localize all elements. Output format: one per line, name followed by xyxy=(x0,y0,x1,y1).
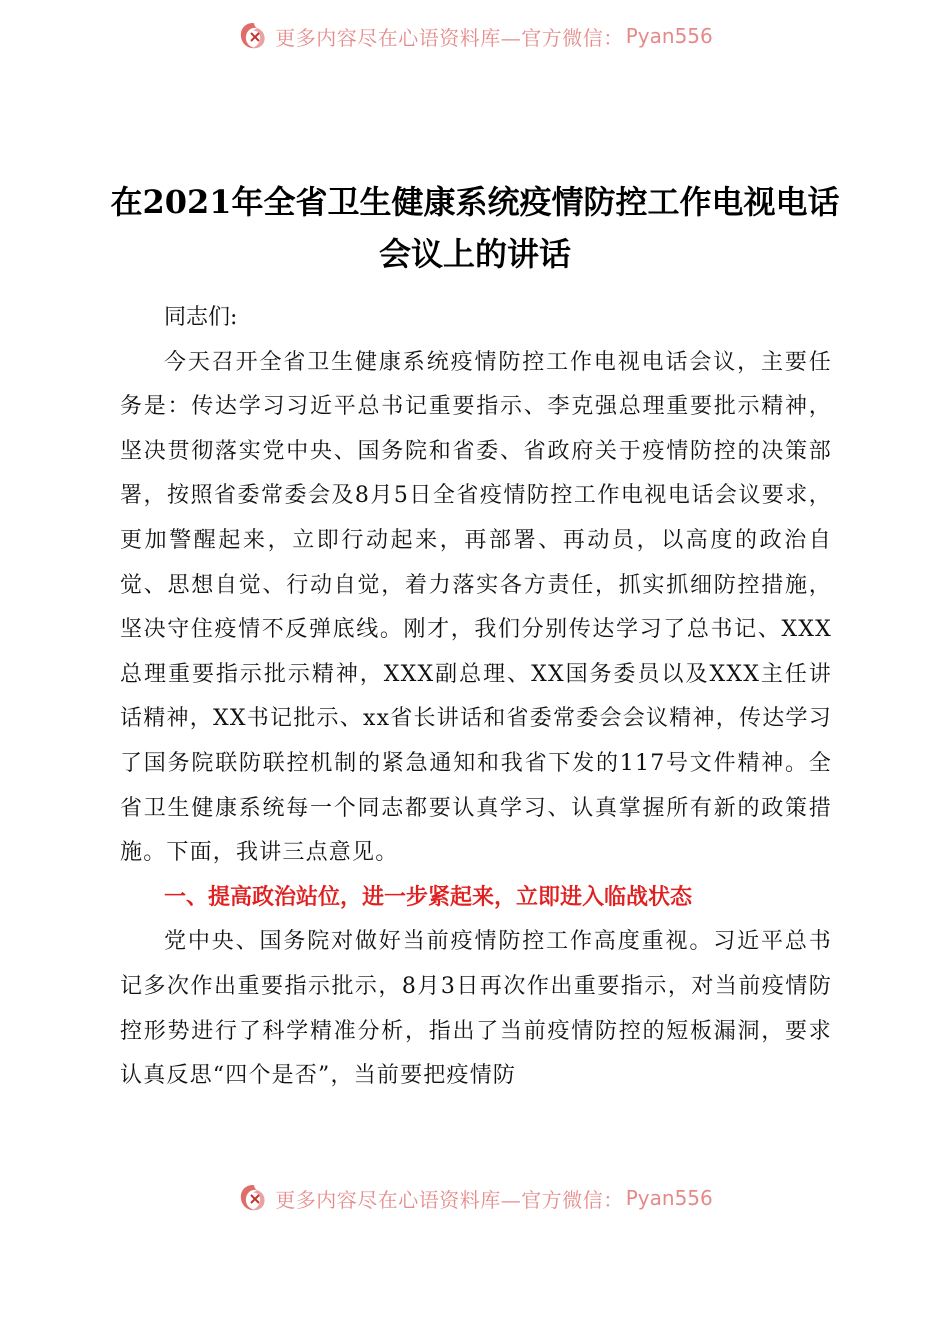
red-swirl-logo-icon xyxy=(237,1182,269,1214)
watermark-text: 更多内容尽在心语资料库—官方微信： xyxy=(275,1187,624,1212)
red-swirl-logo-icon xyxy=(237,20,269,52)
watermark-wechat-id: Pyan556 xyxy=(625,24,713,48)
salutation: 同志们: xyxy=(164,305,238,330)
watermark-banner-bottom xyxy=(0,1178,950,1218)
watermark-text: 更多内容尽在心语资料库—官方微信： xyxy=(275,25,624,50)
section-heading-1: 一、提高政治站位，进一步紧起来，立即进入临战状态 xyxy=(164,884,693,910)
paragraph-intro: 今天召开全省卫生健康系统疫情防控工作电视电话会议，主要任务是：传达学习习近平总书记重要指示、李克强总理重要批示精神，坚决贯彻落实党中央、国务院和省委、省政府关于疫情防控的决策部署，按照省委常委会及8月5日全省疫情防控工作电视电话会议要求，更加警醒起来，立即行动起来，再部署、再动员，以高度的政治自觉、思想自觉、行动自觉，着力落实各方责任，抓实抓细防控措施，坚决守住疫情不反弹底线。刚才，我们分别传达学习了总书记、XXX总理重要指示批示精神，XXX副总理、XX国务委员以及XXX主任讲话精神，XX书记批示、xx省长讲话和省委常委会会议精神，传达学习了国务院联防联控机制的紧急通知和我省下发的117号文件精神。全省卫生健康系统每一个同志都要认真学习、认真掌握所有新的政策措施。下面，我讲三点意见。 xyxy=(120,349,832,866)
watermark-wechat-id: Pyan556 xyxy=(625,1186,713,1210)
watermark-banner-top xyxy=(0,16,950,56)
document-title: 在2021年全省卫生健康系统疫情防控工作电视电话会议上的讲话 xyxy=(110,183,840,273)
document-body xyxy=(120,296,832,1099)
paragraph-section-1: 党中央、国务院对做好当前疫情防控工作高度重视。习近平总书记多次作出重要指示批示，8月3日再次作出重要指示，对当前疫情防控形势进行了科学精准分析，指出了当前疫情防控的短板漏洞，要求认真反思“四个是否”，当前要把疫情防 xyxy=(120,929,832,1089)
